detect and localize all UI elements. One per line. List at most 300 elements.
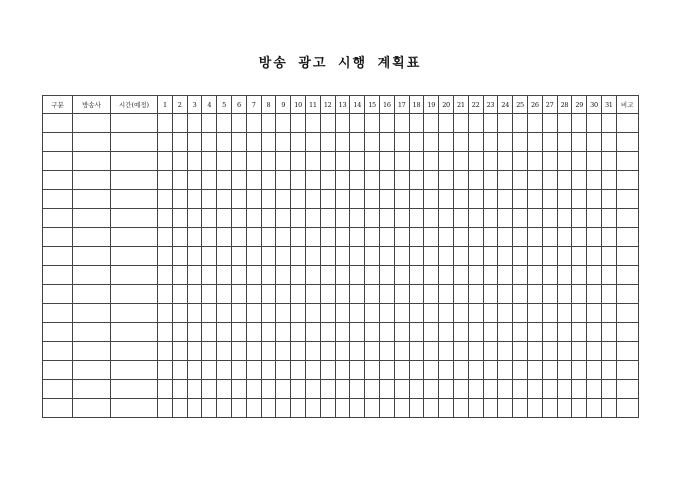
table-cell xyxy=(542,152,557,171)
table-cell xyxy=(111,152,158,171)
table-cell xyxy=(498,133,513,152)
table-cell xyxy=(305,323,320,342)
table-row xyxy=(43,114,639,133)
table-cell xyxy=(320,114,335,133)
table-cell xyxy=(261,399,276,418)
table-cell xyxy=(453,285,468,304)
table-cell xyxy=(409,304,424,323)
header-day-21: 21 xyxy=(453,96,468,114)
table-cell xyxy=(291,380,306,399)
table-cell xyxy=(111,323,158,342)
table-cell xyxy=(158,342,173,361)
table-cell xyxy=(217,209,232,228)
header-day-30: 30 xyxy=(587,96,602,114)
table-cell xyxy=(483,133,498,152)
table-cell xyxy=(158,380,173,399)
table-cell xyxy=(187,114,202,133)
table-cell xyxy=(111,133,158,152)
table-cell xyxy=(187,247,202,266)
table-cell xyxy=(483,266,498,285)
table-cell xyxy=(379,209,394,228)
table-cell xyxy=(246,399,261,418)
table-cell xyxy=(231,285,246,304)
table-cell xyxy=(305,190,320,209)
table-cell xyxy=(498,114,513,133)
table-row xyxy=(43,190,639,209)
table-cell xyxy=(350,399,365,418)
table-cell xyxy=(320,266,335,285)
table-cell xyxy=(498,380,513,399)
table-cell xyxy=(483,399,498,418)
table-cell xyxy=(439,380,454,399)
table-row xyxy=(43,209,639,228)
table-cell xyxy=(453,190,468,209)
table-cell xyxy=(172,228,187,247)
header-day-18: 18 xyxy=(409,96,424,114)
table-cell xyxy=(305,266,320,285)
table-cell xyxy=(187,380,202,399)
table-cell xyxy=(187,342,202,361)
table-cell xyxy=(350,209,365,228)
table-cell xyxy=(587,171,602,190)
table-cell xyxy=(305,247,320,266)
header-day-3: 3 xyxy=(187,96,202,114)
table-cell xyxy=(365,171,380,190)
table-cell xyxy=(231,323,246,342)
table-cell xyxy=(158,247,173,266)
table-cell xyxy=(468,152,483,171)
table-cell xyxy=(291,399,306,418)
table-cell xyxy=(498,247,513,266)
table-cell xyxy=(246,209,261,228)
table-row xyxy=(43,247,639,266)
table-cell xyxy=(43,171,73,190)
table-cell xyxy=(365,190,380,209)
table-cell xyxy=(498,190,513,209)
table-cell xyxy=(335,380,350,399)
table-cell xyxy=(305,361,320,380)
table-cell xyxy=(111,342,158,361)
table-cell xyxy=(261,323,276,342)
table-cell xyxy=(527,133,542,152)
table-cell xyxy=(498,209,513,228)
table-cell xyxy=(276,361,291,380)
table-cell xyxy=(111,285,158,304)
table-cell xyxy=(468,323,483,342)
table-cell xyxy=(439,133,454,152)
table-cell xyxy=(424,114,439,133)
table-cell xyxy=(498,266,513,285)
table-cell xyxy=(111,171,158,190)
table-cell xyxy=(111,114,158,133)
table-cell xyxy=(542,190,557,209)
table-cell xyxy=(43,342,73,361)
table-cell xyxy=(350,247,365,266)
table-cell xyxy=(468,285,483,304)
table-cell xyxy=(601,114,616,133)
table-cell xyxy=(379,304,394,323)
table-cell xyxy=(394,304,409,323)
table-cell xyxy=(231,380,246,399)
table-cell xyxy=(439,342,454,361)
table-cell xyxy=(202,209,217,228)
table-cell xyxy=(350,361,365,380)
table-cell xyxy=(424,209,439,228)
table-cell xyxy=(187,133,202,152)
table-cell xyxy=(557,171,572,190)
table-cell xyxy=(587,285,602,304)
table-cell xyxy=(513,247,528,266)
table-cell xyxy=(365,152,380,171)
table-cell xyxy=(261,133,276,152)
table-cell xyxy=(394,114,409,133)
table-cell xyxy=(350,114,365,133)
header-day-25: 25 xyxy=(513,96,528,114)
table-cell xyxy=(335,304,350,323)
header-day-9: 9 xyxy=(276,96,291,114)
table-cell xyxy=(572,285,587,304)
table-cell xyxy=(616,380,638,399)
table-cell xyxy=(513,114,528,133)
table-cell xyxy=(335,285,350,304)
table-cell xyxy=(601,342,616,361)
table-cell xyxy=(335,247,350,266)
table-cell xyxy=(424,380,439,399)
table-cell xyxy=(542,323,557,342)
table-cell xyxy=(158,171,173,190)
table-cell xyxy=(498,152,513,171)
table-cell xyxy=(483,361,498,380)
table-cell xyxy=(172,266,187,285)
table-cell xyxy=(365,304,380,323)
table-cell xyxy=(172,285,187,304)
table-cell xyxy=(587,380,602,399)
table-cell xyxy=(261,361,276,380)
table-cell xyxy=(557,133,572,152)
table-cell xyxy=(498,171,513,190)
table-cell xyxy=(601,209,616,228)
table-cell xyxy=(483,380,498,399)
table-cell xyxy=(453,152,468,171)
table-cell xyxy=(231,304,246,323)
table-cell xyxy=(217,228,232,247)
table-cell xyxy=(439,304,454,323)
table-cell xyxy=(542,399,557,418)
table-cell xyxy=(379,228,394,247)
table-cell xyxy=(468,171,483,190)
table-cell xyxy=(320,190,335,209)
header-day-23: 23 xyxy=(483,96,498,114)
table-cell xyxy=(246,342,261,361)
table-cell xyxy=(468,190,483,209)
table-cell xyxy=(231,247,246,266)
table-cell xyxy=(439,266,454,285)
table-cell xyxy=(246,323,261,342)
table-cell xyxy=(409,285,424,304)
table-cell xyxy=(305,342,320,361)
table-cell xyxy=(291,171,306,190)
table-cell xyxy=(394,228,409,247)
table-cell xyxy=(111,190,158,209)
table-cell xyxy=(365,247,380,266)
table-cell xyxy=(217,342,232,361)
table-cell xyxy=(231,228,246,247)
table-cell xyxy=(453,114,468,133)
table-cell xyxy=(542,266,557,285)
table-cell xyxy=(513,171,528,190)
table-cell xyxy=(453,171,468,190)
table-cell xyxy=(217,247,232,266)
table-cell xyxy=(217,285,232,304)
table-cell xyxy=(231,152,246,171)
table-cell xyxy=(202,323,217,342)
table-cell xyxy=(542,361,557,380)
table-cell xyxy=(572,342,587,361)
table-cell xyxy=(350,171,365,190)
table-cell xyxy=(320,380,335,399)
table-cell xyxy=(365,361,380,380)
table-cell xyxy=(276,133,291,152)
table-cell xyxy=(365,380,380,399)
table-cell xyxy=(379,285,394,304)
table-cell xyxy=(172,152,187,171)
table-cell xyxy=(498,285,513,304)
table-cell xyxy=(73,171,111,190)
table-cell xyxy=(394,285,409,304)
table-cell xyxy=(276,247,291,266)
table-cell xyxy=(424,361,439,380)
header-day-14: 14 xyxy=(350,96,365,114)
table-cell xyxy=(73,266,111,285)
table-cell xyxy=(542,171,557,190)
table-cell xyxy=(172,247,187,266)
table-cell xyxy=(557,380,572,399)
table-cell xyxy=(111,304,158,323)
table-row xyxy=(43,171,639,190)
table-cell xyxy=(305,133,320,152)
header-day-17: 17 xyxy=(394,96,409,114)
table-row xyxy=(43,228,639,247)
table-cell xyxy=(468,304,483,323)
table-cell xyxy=(394,209,409,228)
table-cell xyxy=(557,361,572,380)
table-cell xyxy=(320,323,335,342)
table-cell xyxy=(483,171,498,190)
table-cell xyxy=(616,266,638,285)
table-cell xyxy=(513,323,528,342)
table-cell xyxy=(572,304,587,323)
header-day-16: 16 xyxy=(379,96,394,114)
table-cell xyxy=(246,304,261,323)
table-cell xyxy=(231,133,246,152)
table-cell xyxy=(291,285,306,304)
table-cell xyxy=(202,190,217,209)
table-cell xyxy=(424,152,439,171)
table-cell xyxy=(424,323,439,342)
table-cell xyxy=(158,209,173,228)
table-cell xyxy=(587,399,602,418)
table-cell xyxy=(246,133,261,152)
table-cell xyxy=(43,209,73,228)
table-cell xyxy=(291,152,306,171)
table-cell xyxy=(261,247,276,266)
table-cell xyxy=(261,228,276,247)
table-cell xyxy=(365,323,380,342)
table-cell xyxy=(439,399,454,418)
table-cell xyxy=(335,190,350,209)
table-cell xyxy=(217,171,232,190)
table-cell xyxy=(276,209,291,228)
table-cell xyxy=(542,342,557,361)
table-cell xyxy=(557,114,572,133)
table-cell xyxy=(276,171,291,190)
header-day-27: 27 xyxy=(542,96,557,114)
table-cell xyxy=(439,247,454,266)
table-cell xyxy=(231,114,246,133)
table-cell xyxy=(246,114,261,133)
table-cell xyxy=(217,304,232,323)
table-cell xyxy=(527,361,542,380)
table-cell xyxy=(365,209,380,228)
table-cell xyxy=(587,304,602,323)
table-cell xyxy=(601,399,616,418)
header-day-19: 19 xyxy=(424,96,439,114)
table-cell xyxy=(261,209,276,228)
table-cell xyxy=(73,190,111,209)
table-cell xyxy=(498,228,513,247)
table-cell xyxy=(365,342,380,361)
table-cell xyxy=(305,114,320,133)
table-cell xyxy=(43,133,73,152)
broadcast-ad-schedule-table xyxy=(42,95,639,418)
table-cell xyxy=(468,361,483,380)
table-cell xyxy=(424,266,439,285)
table-cell xyxy=(43,152,73,171)
table-cell xyxy=(231,171,246,190)
table-cell xyxy=(409,380,424,399)
table-cell xyxy=(320,304,335,323)
table-cell xyxy=(172,323,187,342)
table-cell xyxy=(335,361,350,380)
table-cell xyxy=(601,171,616,190)
table-cell xyxy=(601,152,616,171)
table-cell xyxy=(276,266,291,285)
table-cell xyxy=(246,190,261,209)
table-cell xyxy=(587,266,602,285)
table-cell xyxy=(601,380,616,399)
table-cell xyxy=(601,247,616,266)
table-cell xyxy=(527,323,542,342)
table-cell xyxy=(616,342,638,361)
table-cell xyxy=(187,361,202,380)
table-cell xyxy=(246,228,261,247)
table-cell xyxy=(468,133,483,152)
table-cell xyxy=(616,399,638,418)
table-cell xyxy=(231,266,246,285)
table-cell xyxy=(572,209,587,228)
table-cell xyxy=(616,190,638,209)
table-cell xyxy=(379,247,394,266)
table-cell xyxy=(320,133,335,152)
table-cell xyxy=(424,399,439,418)
header-day-24: 24 xyxy=(498,96,513,114)
table-row xyxy=(43,152,639,171)
table-cell xyxy=(261,342,276,361)
table-cell xyxy=(513,380,528,399)
table-cell xyxy=(587,133,602,152)
table-cell xyxy=(572,152,587,171)
table-cell xyxy=(305,399,320,418)
table-cell xyxy=(246,171,261,190)
table-cell xyxy=(439,209,454,228)
table-cell xyxy=(409,114,424,133)
table-cell xyxy=(172,171,187,190)
table-cell xyxy=(217,323,232,342)
table-cell xyxy=(557,304,572,323)
header-day-7: 7 xyxy=(246,96,261,114)
table-cell xyxy=(379,133,394,152)
table-cell xyxy=(246,152,261,171)
table-cell xyxy=(261,266,276,285)
table-cell xyxy=(217,266,232,285)
table-cell xyxy=(601,361,616,380)
table-cell xyxy=(158,190,173,209)
table-cell xyxy=(498,342,513,361)
table-cell xyxy=(231,399,246,418)
table-cell xyxy=(276,190,291,209)
table-cell xyxy=(572,228,587,247)
table-cell xyxy=(335,171,350,190)
table-cell xyxy=(291,247,306,266)
table-cell xyxy=(439,361,454,380)
table-cell xyxy=(172,380,187,399)
table-cell xyxy=(483,323,498,342)
table-cell xyxy=(276,323,291,342)
table-cell xyxy=(483,228,498,247)
table-cell xyxy=(217,152,232,171)
table-cell xyxy=(261,285,276,304)
table-cell xyxy=(468,380,483,399)
table-cell xyxy=(246,247,261,266)
table-cell xyxy=(424,190,439,209)
table-cell xyxy=(335,152,350,171)
table-cell xyxy=(276,304,291,323)
table-cell xyxy=(111,380,158,399)
table-cell xyxy=(335,228,350,247)
table-cell xyxy=(217,399,232,418)
table-cell xyxy=(43,285,73,304)
table-cell xyxy=(394,323,409,342)
table-row xyxy=(43,380,639,399)
table-cell xyxy=(202,342,217,361)
table-cell xyxy=(616,114,638,133)
table-cell xyxy=(394,152,409,171)
table-cell xyxy=(73,399,111,418)
table-cell xyxy=(305,228,320,247)
table-cell xyxy=(557,209,572,228)
table-cell xyxy=(527,190,542,209)
table-cell xyxy=(572,133,587,152)
table-cell xyxy=(187,323,202,342)
table-cell xyxy=(111,228,158,247)
table-cell xyxy=(527,304,542,323)
table-row xyxy=(43,285,639,304)
table-cell xyxy=(187,285,202,304)
table-cell xyxy=(305,209,320,228)
table-cell xyxy=(335,209,350,228)
table-cell xyxy=(409,361,424,380)
table-cell xyxy=(542,304,557,323)
